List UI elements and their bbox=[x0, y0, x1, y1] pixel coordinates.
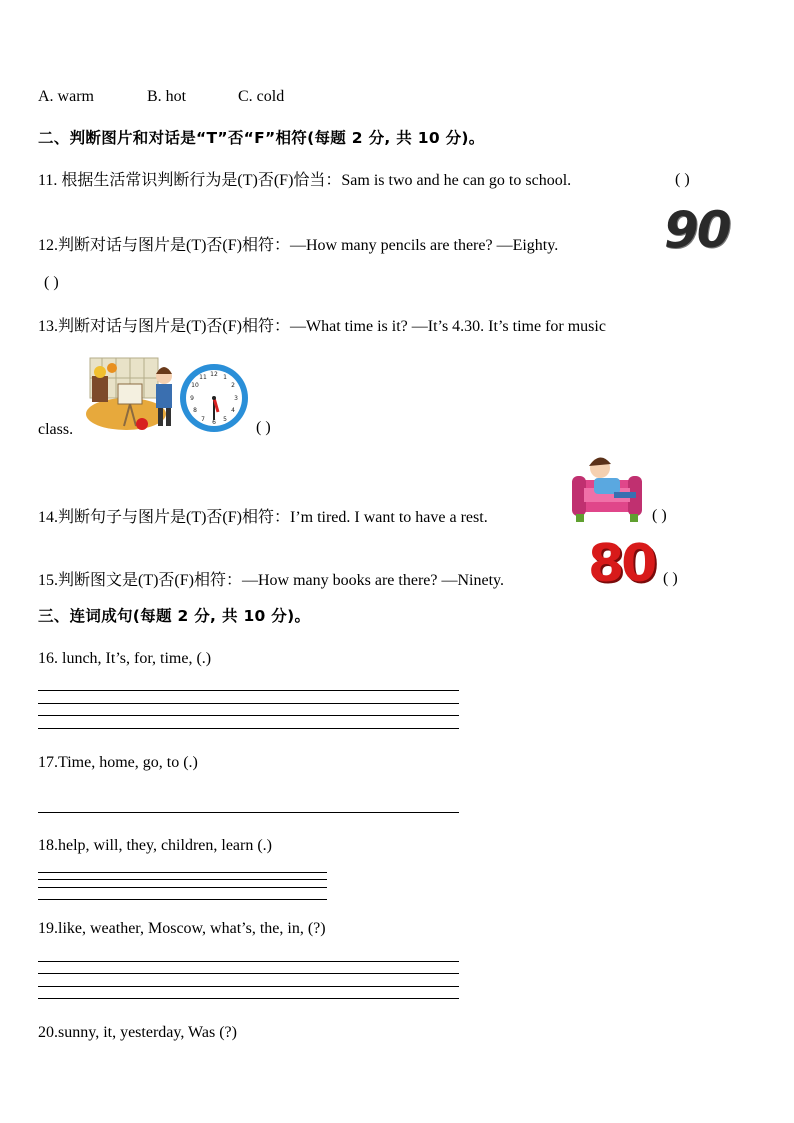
section2-title: 二、判断图片和对话是“T”否“F”相符(每题 2 分, 共 10 分)。 bbox=[38, 129, 485, 147]
q11-answer-paren[interactable]: ( ) bbox=[675, 171, 690, 188]
clock-picture bbox=[178, 362, 250, 434]
answer-line[interactable] bbox=[38, 899, 327, 900]
option-b: B. hot bbox=[147, 88, 187, 105]
svg-text:9: 9 bbox=[190, 395, 194, 402]
svg-text:12: 12 bbox=[210, 371, 218, 378]
q12-text: 12.判断对话与图片是(T)否(F)相符：—How many pencils are there? —Eighty. bbox=[38, 237, 559, 254]
q19-text: 19.like, weather, Moscow, what’s, the, in, (?) bbox=[38, 920, 326, 937]
q14-text: 14.判断句子与图片是(T)否(F)相符：I’m tired. I want to have a rest. bbox=[38, 509, 488, 526]
option-c: C. cold bbox=[238, 88, 285, 105]
answer-line[interactable] bbox=[38, 703, 459, 704]
q20-text: 20.sunny, it, yesterday, Was (?) bbox=[38, 1024, 237, 1041]
q11-text: 11. 根据生活常识判断行为是(T)否(F)恰当：Sam is two and he can go to school. bbox=[38, 172, 572, 189]
answer-line[interactable] bbox=[38, 961, 459, 962]
answer-line[interactable] bbox=[38, 872, 327, 873]
answer-line[interactable] bbox=[38, 812, 459, 813]
answer-line[interactable] bbox=[38, 887, 327, 888]
answer-line[interactable] bbox=[38, 879, 327, 880]
answer-line[interactable] bbox=[38, 973, 459, 974]
answer-line[interactable] bbox=[38, 986, 459, 987]
q14-answer-paren[interactable]: ( ) bbox=[652, 507, 667, 524]
number-80-image: 80 bbox=[588, 534, 655, 594]
q18-text: 18.help, will, they, children, learn (.) bbox=[38, 837, 272, 854]
tired-boy-picture bbox=[570, 452, 646, 524]
svg-text:6: 6 bbox=[212, 419, 216, 426]
svg-text:4: 4 bbox=[231, 407, 235, 414]
svg-text:7: 7 bbox=[201, 416, 205, 423]
answer-line[interactable] bbox=[38, 728, 459, 729]
q15-answer-paren[interactable]: ( ) bbox=[663, 570, 678, 587]
svg-text:10: 10 bbox=[191, 382, 199, 389]
answer-line[interactable] bbox=[38, 998, 459, 999]
svg-text:3: 3 bbox=[234, 395, 238, 402]
option-a: A. warm bbox=[38, 88, 94, 105]
svg-text:5: 5 bbox=[223, 416, 227, 423]
svg-text:11: 11 bbox=[199, 374, 207, 381]
q13-text: 13.判断对话与图片是(T)否(F)相符：—What time is it? —It’s 4.30. It’s time for music bbox=[38, 318, 606, 335]
number-90-image: 90 bbox=[664, 201, 730, 259]
svg-text:2: 2 bbox=[231, 382, 235, 389]
answer-line[interactable] bbox=[38, 690, 459, 691]
q12-answer-paren[interactable]: ( ) bbox=[44, 274, 59, 291]
answer-line[interactable] bbox=[38, 715, 459, 716]
svg-text:8: 8 bbox=[193, 407, 197, 414]
svg-text:1: 1 bbox=[223, 374, 227, 381]
q13-text-cont: class. bbox=[38, 421, 74, 438]
q15-text: 15.判断图文是(T)否(F)相符：—How many books are there? —Ninety. bbox=[38, 572, 504, 589]
girl-painting-picture bbox=[82, 354, 180, 436]
q16-text: 16. lunch, It’s, for, time, (.) bbox=[38, 650, 212, 667]
q13-answer-paren[interactable]: ( ) bbox=[256, 419, 271, 436]
section3-title: 三、连词成句(每题 2 分, 共 10 分)。 bbox=[38, 607, 311, 625]
q17-text: 17.Time, home, go, to (.) bbox=[38, 754, 198, 771]
